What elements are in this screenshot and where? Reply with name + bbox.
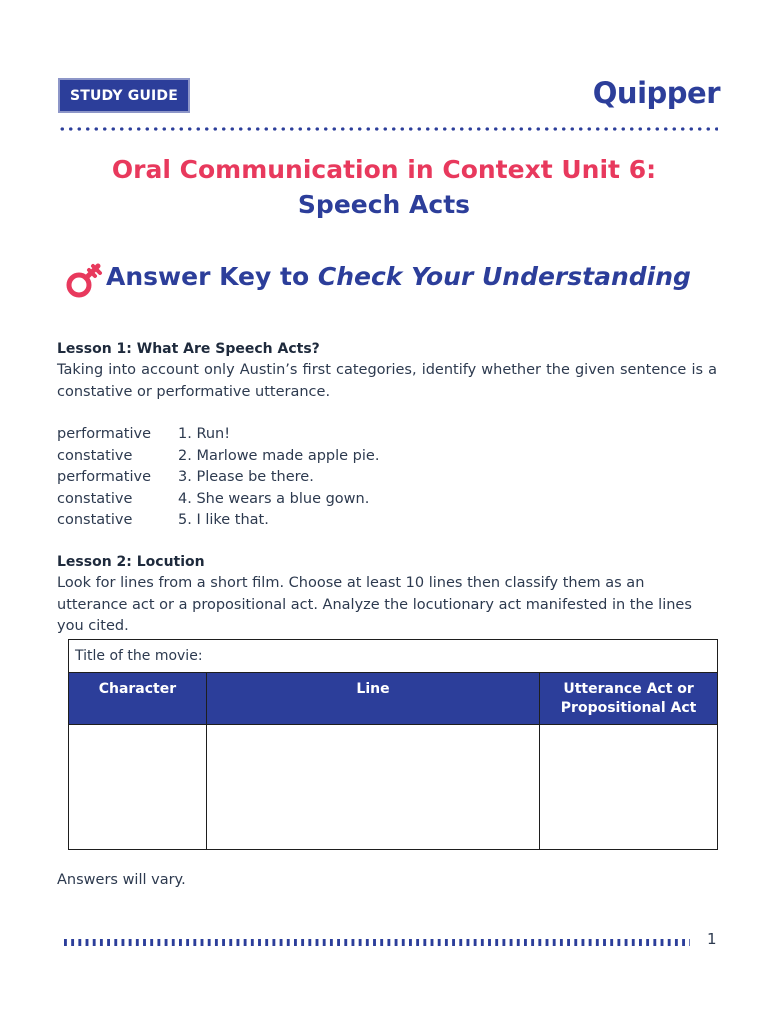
table-header-row [69, 673, 718, 725]
lesson1-answer-list [57, 424, 379, 532]
movie-title-cell: Title of the movie: [69, 640, 718, 673]
movie-lines-table [68, 639, 718, 850]
page-number: 1 [707, 930, 717, 948]
list-item [57, 424, 379, 446]
column-header-line: Line [206, 673, 539, 725]
answer-item: 3. Please be there. [178, 469, 314, 485]
quipper-logo: Quipper [592, 76, 720, 110]
list-item [57, 467, 379, 489]
answer-type: constative [57, 447, 133, 464]
line-cell [206, 725, 539, 850]
key-icon [64, 260, 104, 300]
study-guide-badge: STUDY GUIDE [58, 78, 190, 113]
answers-note: Answers will vary. [57, 872, 186, 888]
column-header-character: Character [69, 673, 207, 725]
lesson2-title: Lesson 2: Locution [57, 554, 205, 570]
answer-type: constative [57, 512, 133, 528]
answer-key-prefix: Answer Key to [106, 262, 310, 291]
answer-item: 1. Run! [178, 426, 231, 442]
act-cell [540, 725, 718, 850]
lesson1-title: Lesson 1: What Are Speech Acts? [57, 341, 320, 357]
list-item [57, 446, 379, 468]
column-header-act: Utterance Act or Propositional Act [540, 673, 718, 725]
answer-key-heading [106, 262, 691, 291]
list-item [57, 510, 379, 532]
list-item [57, 489, 379, 511]
page-title-line2: Speech Acts [297, 190, 471, 219]
answer-key-emphasis: Check Your Understanding [317, 262, 691, 291]
character-cell [69, 725, 207, 850]
answer-item: 4. She wears a blue gown. [178, 490, 370, 507]
bottom-dotted-divider [64, 939, 690, 946]
top-dotted-divider [58, 127, 718, 131]
answer-type: performative [57, 426, 151, 442]
table-row [69, 725, 718, 850]
answer-type: constative [57, 490, 133, 507]
lesson2-instructions: Look for lines from a short film. Choose at least 10 lines then classify them as an utterance act or a propositional act. Analyze the locutionary act manifested in the lines you cited. [57, 575, 692, 634]
lesson1-instructions: Taking into account only Austin’s first categories, identify whether the given sentence is a constative or performative utterance. [57, 362, 717, 400]
page-title-line1: Oral Communication in Context Unit 6: [111, 155, 657, 184]
answer-type: performative [57, 469, 151, 485]
answer-item: 2. Marlowe made apple pie. [178, 447, 380, 464]
answer-item: 5. I like that. [178, 512, 269, 528]
